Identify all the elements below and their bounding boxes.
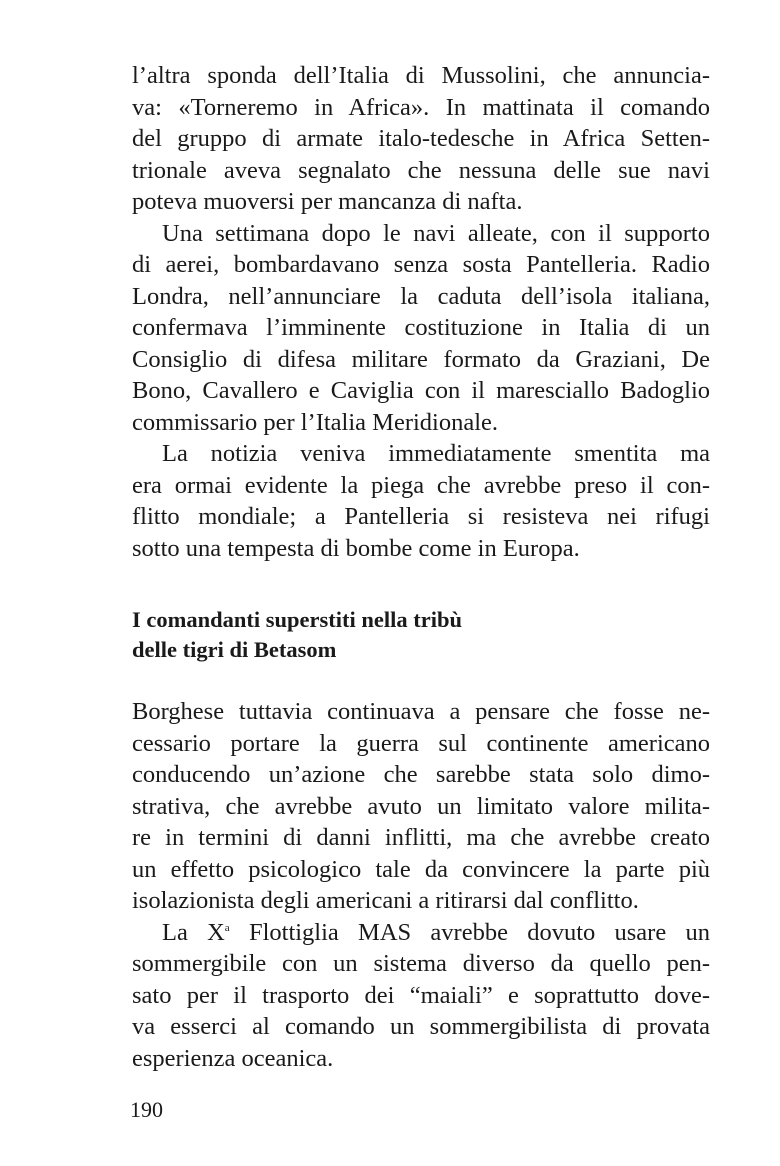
text-line: La notizia veniva immediatamente smentita ma	[162, 440, 710, 467]
text-line: strativa, che avrebbe avuto un limitato valore milita-	[132, 792, 710, 820]
text-line: trionale aveva segnalato che nessuna delle sue navi	[132, 156, 710, 184]
text-line: l’altra sponda dell’Italia di Mussolini, che annuncia-	[132, 62, 710, 89]
text-line: Borghese tuttavia continuava a pensare che fosse ne-	[132, 698, 710, 725]
text-line: sato per il trasporto dei “maiali” e soprattutto dove-	[132, 981, 710, 1009]
bottom-text-block	[132, 696, 710, 1074]
text-fragment: Flottiglia MAS avrebbe dovuto usare un	[229, 918, 710, 946]
text-line: commissario per l’Italia Meridionale.	[132, 408, 499, 436]
heading-line: I comandanti superstiti nella tribù	[132, 607, 463, 632]
text-line: va esserci al comando un sommergibilista di provata	[132, 1013, 710, 1040]
text-line: Bono, Cavallero e Caviglia con il maresciallo Badoglio	[132, 377, 710, 404]
text-line: re in termini di danni inflitti, ma che avrebbe creato	[132, 824, 710, 851]
text-line: Consiglio di difesa militare formato da Graziani, De	[132, 345, 710, 373]
text-line: sotto una tempesta di bombe come in Europa.	[132, 534, 580, 562]
ordinal-superscript: a	[224, 921, 230, 934]
text-line: era ormai evidente la piega che avrebbe preso il con-	[132, 471, 710, 499]
text-line: del gruppo di armate italo-tedesche in Africa Setten-	[132, 125, 710, 152]
text-line: esperienza oceanica.	[132, 1044, 334, 1072]
text-line: va: «Torneremo in Africa». In mattinata il comando	[132, 93, 710, 121]
text-line: flitto mondiale; a Pantelleria si resisteva nei rifugi	[132, 503, 710, 530]
section-heading	[132, 605, 710, 665]
text-line: un effetto psicologico tale da convincere la parte più	[132, 855, 710, 883]
text-fragment: La X	[162, 918, 225, 946]
top-text-block	[132, 60, 710, 564]
text-line: sommergibile con un sistema diverso da quello pen-	[132, 950, 710, 977]
text-line	[132, 917, 710, 949]
text-line: di aerei, bombardavano senza sosta Pantelleria. Radio	[132, 251, 710, 278]
text-line: confermava l’imminente costituzione in Italia di un	[132, 314, 710, 341]
text-line: cessario portare la guerra sul continente americano	[132, 729, 710, 757]
text-line: Londra, nell’annunciare la caduta dell’isola italiana,	[132, 282, 710, 310]
text-line: Una settimana dopo le navi alleate, con il supporto	[162, 219, 710, 247]
page-number: 190	[130, 1097, 163, 1122]
text-line: conducendo un’azione che sarebbe stata solo dimo-	[132, 761, 710, 788]
text-line: isolazionista degli americani a ritirarsi dal conflitto.	[132, 887, 639, 914]
heading-line: delle tigri di Betasom	[132, 637, 337, 662]
text-line: poteva muoversi per mancanza di nafta.	[132, 188, 523, 215]
